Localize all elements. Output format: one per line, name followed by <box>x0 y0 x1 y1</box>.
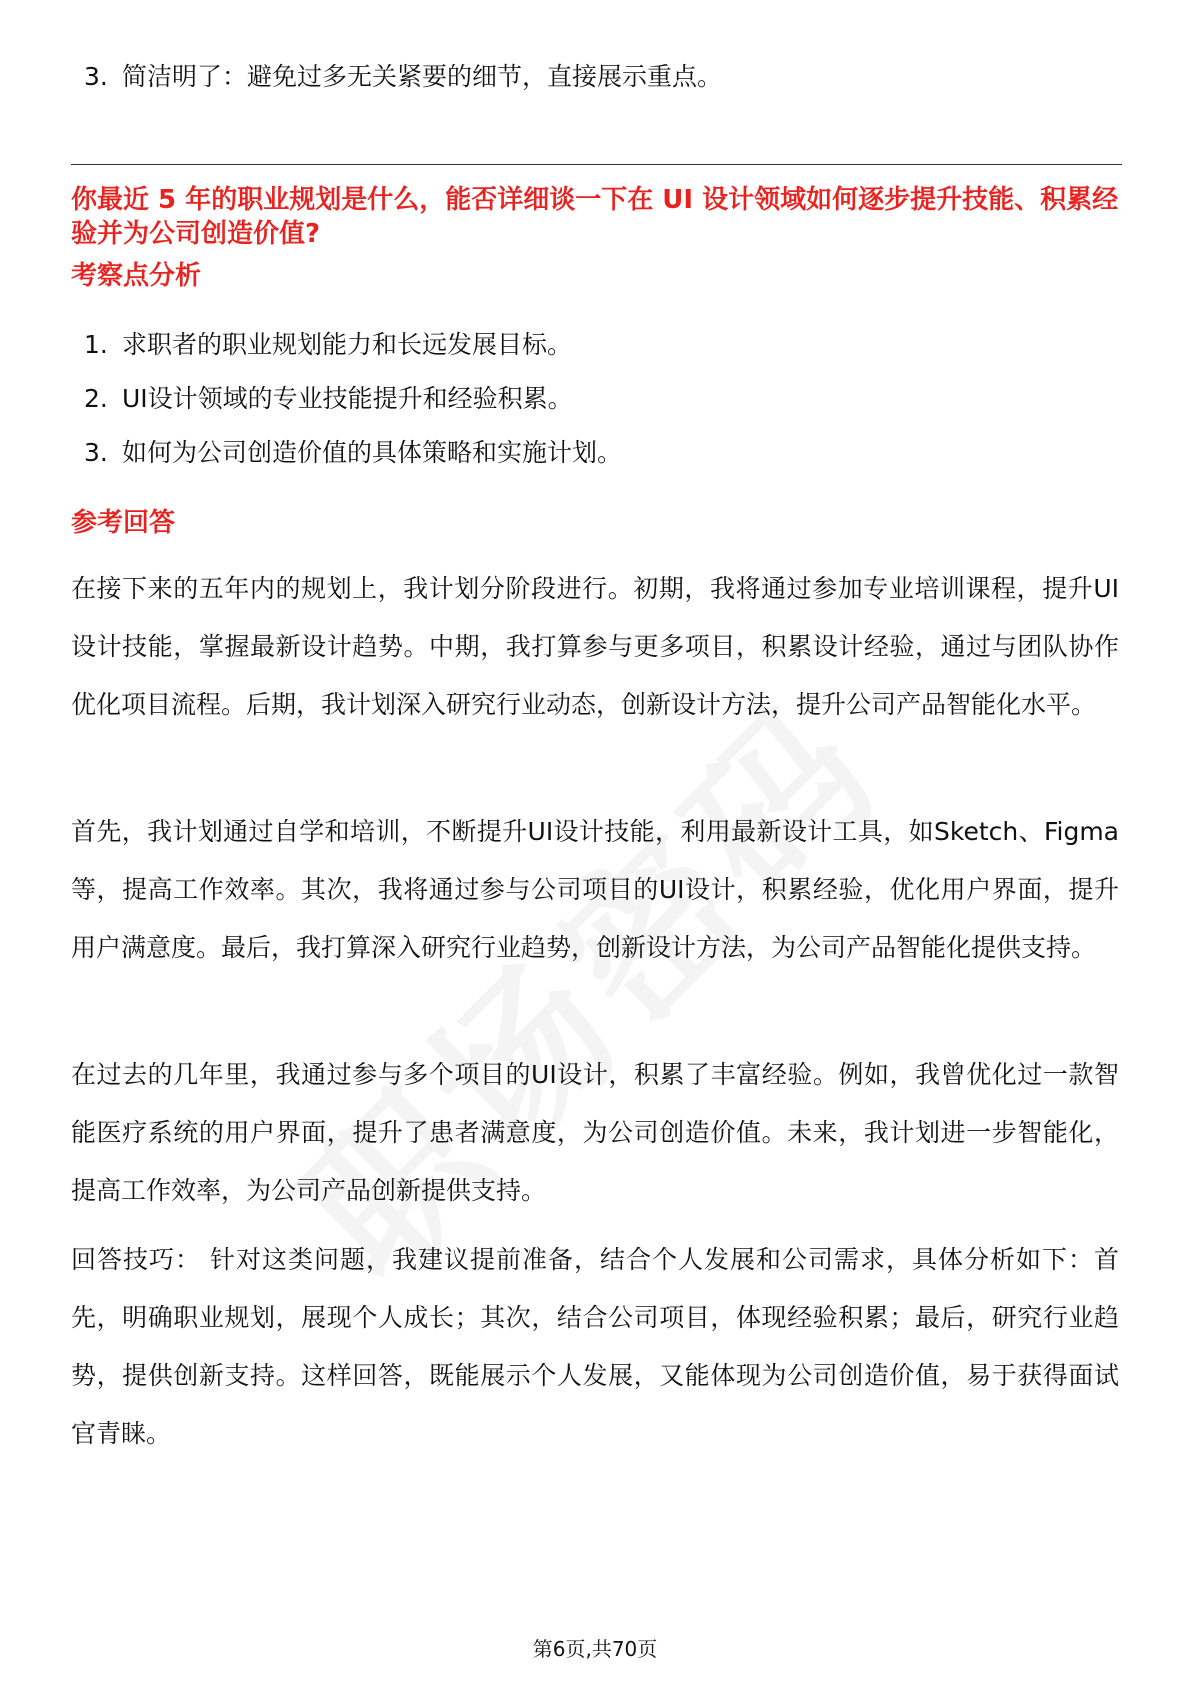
question-title: 你最近 5 年的职业规划是什么，能否详细谈一下在 UI 设计领域如何逐步提升技能、积累经验并为公司创造价值? <box>71 185 1119 249</box>
analysis-heading: 考察点分析 <box>71 261 202 291</box>
answer-paragraph: 在接下来的五年内的规划上，我计划分阶段进行。初期，我将通过参加专业培训课程，提升UI设计技能，掌握最新设计趋势。中期，我打算参与更多项目，积累设计经验，通过与团队协作优化项目流程。后期，我计划深入研究行业动态，创新设计方法，提升公司产品智能化水平。 <box>71 574 1119 719</box>
list-item-number: 3. <box>84 438 108 467</box>
list-item-text: 简洁明了：避免过多无关紧要的细节，直接展示重点。 <box>122 62 723 91</box>
list-item <box>84 60 722 94</box>
page-number: 第6页,共70页 <box>532 1637 658 1661</box>
answer-tips-paragraph: 回答技巧： 针对这类问题，我建议提前准备，结合个人发展和公司需求，具体分析如下：首先，明确职业规划，展现个人成长；其次，结合公司项目，体现经验积累；最后，研究行业趋势，提供创新支持。这样回答，既能展示个人发展，又能体现为公司创造价值，易于获得面试官青睐。 <box>71 1245 1119 1448</box>
list-item-text: UI设计领域的专业技能提升和经验积累。 <box>122 384 573 413</box>
answer-paragraph: 在过去的几年里，我通过参与多个项目的UI设计，积累了丰富经验。例如，我曾优化过一款智能医疗系统的用户界面，提升了患者满意度，为公司创造价值。未来，我计划进一步智能化，提高工作效率，为公司产品创新提供支持。 <box>71 1060 1119 1205</box>
analysis-item <box>84 382 573 416</box>
answer-heading: 参考回答 <box>71 508 176 538</box>
answer-paragraph: 首先，我计划通过自学和培训，不断提升UI设计技能，利用最新设计工具，如Sketch、Figma等，提高工作效率。其次，我将通过参与公司项目的UI设计，积累经验，优化用户界面，提升用户满意度。最后，我打算深入研究行业趋势，创新设计方法，为公司产品智能化提供支持。 <box>71 817 1119 962</box>
list-item-text: 如何为公司创造价值的具体策略和实施计划。 <box>122 438 623 467</box>
section-divider <box>71 164 1122 165</box>
analysis-item <box>84 328 572 362</box>
list-item-number: 2. <box>84 384 108 413</box>
analysis-item <box>84 436 622 470</box>
list-item-text: 求职者的职业规划能力和长远发展目标。 <box>122 330 573 359</box>
list-item-number: 3. <box>84 62 108 91</box>
list-item-number: 1. <box>84 330 108 359</box>
